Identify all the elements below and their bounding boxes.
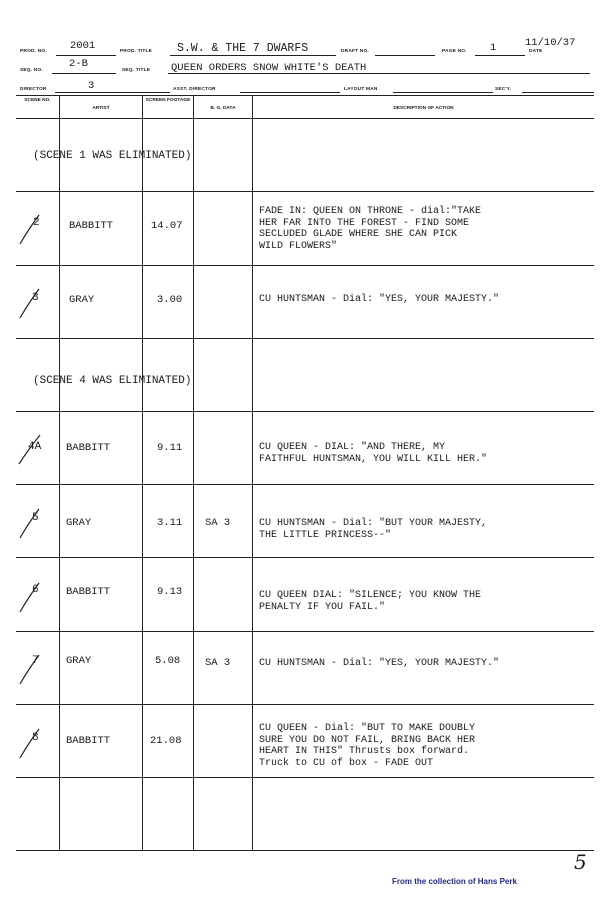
col-divider-4 — [252, 95, 253, 850]
draft-no-line — [375, 55, 435, 56]
row-divider — [16, 338, 594, 339]
layout-man-label: LAYOUT MAN — [344, 87, 378, 92]
seq-title-value: QUEEN ORDERS SNOW WHITE'S DEATH — [171, 62, 367, 74]
row-divider — [16, 118, 594, 119]
prod-no-value: 2001 — [70, 40, 96, 52]
description-cell: CU QUEEN DIAL: "SILENCE; YOU KNOW THE PENALTY IF YOU FAIL." — [259, 590, 482, 613]
page-no-label: PAGE NO. — [442, 49, 467, 54]
row-divider — [16, 191, 594, 192]
page-no-value: 1 — [490, 42, 497, 54]
footage-cell: 9.11 — [157, 442, 183, 454]
row-divider — [16, 484, 594, 485]
row-divider — [16, 557, 594, 558]
bg-data-cell: SA 3 — [205, 517, 231, 529]
artist-cell: GRAY — [66, 517, 92, 529]
col-header-artist: ARTIST — [92, 106, 110, 111]
footage-cell: 5.08 — [155, 655, 181, 667]
description-cell: CU HUNTSMAN - Dial: "BUT YOUR MAJESTY, THE LITTLE PRINCESS--" — [259, 518, 488, 541]
scene-number: 4A — [28, 441, 42, 453]
eliminated-note-scene-4: (SCENE 4 WAS ELIMINATED) — [33, 375, 192, 387]
row-divider — [16, 777, 594, 778]
row-divider — [16, 265, 594, 266]
prod-title-value: S.W. & THE 7 DWARFS — [177, 42, 309, 55]
col-header-screen-footage: SCREEN FOOTAGE — [145, 98, 191, 103]
artist-cell: BABBITT — [66, 735, 111, 747]
col-header-bg-data: B. G. DATA — [210, 106, 236, 111]
col-divider-3 — [193, 95, 194, 850]
row-divider — [16, 631, 594, 632]
scene-number: 6 — [32, 584, 39, 596]
asst-director-line — [240, 92, 340, 93]
row-divider — [16, 411, 594, 412]
eliminated-note-scene-1: (SCENE 1 WAS ELIMINATED) — [33, 150, 192, 162]
page-no-line — [475, 55, 525, 56]
asst-director-label: ASST. DIRECTOR — [173, 87, 216, 92]
director-value: 3 — [88, 80, 95, 92]
bg-data-cell: SA 3 — [205, 657, 231, 669]
collection-credit: From the collection of Hans Perk — [392, 877, 517, 886]
row-divider — [16, 704, 594, 705]
draft-no-label: DRAFT NO. — [341, 49, 369, 54]
col-divider-1 — [59, 95, 60, 850]
prod-no-label: PROD. NO. — [20, 49, 47, 54]
footage-cell: 9.13 — [157, 586, 183, 598]
footage-cell: 3.00 — [157, 294, 183, 306]
artist-cell: GRAY — [66, 655, 92, 667]
footage-cell: 14.07 — [151, 220, 183, 232]
prod-title-line — [170, 55, 336, 56]
seq-no-value: 2-B — [69, 58, 88, 70]
seq-title-line — [168, 73, 590, 74]
prod-title-label: PROD. TITLE — [120, 49, 153, 54]
layout-man-line — [393, 92, 493, 93]
artist-cell: BABBITT — [66, 586, 111, 598]
scene-number: 2 — [33, 217, 40, 229]
scene-number: 8 — [32, 732, 39, 744]
scene-number: 3 — [32, 292, 39, 304]
secy-line — [522, 92, 594, 93]
handwritten-page-number: 5 — [574, 850, 587, 874]
description-cell: CU QUEEN - DIAL: "AND THERE, MY FAITHFUL HUNTSMAN, YOU WILL KILL HER." — [259, 442, 488, 465]
director-line — [55, 92, 170, 93]
date-value: 11/10/37 — [525, 37, 576, 49]
date-label: DATE — [529, 49, 543, 54]
seq-no-label: SEQ. NO. — [20, 68, 43, 73]
director-label: DIRECTOR — [20, 87, 47, 92]
description-cell: CU HUNTSMAN - Dial: "YES, YOUR MAJESTY." — [259, 294, 500, 305]
description-cell: CU HUNTSMAN - Dial: "YES, YOUR MAJESTY." — [259, 658, 500, 669]
row-divider — [16, 850, 594, 851]
scene-number: 7 — [32, 655, 39, 667]
footage-cell: 3.11 — [157, 517, 183, 529]
seq-title-label: SEQ. TITLE — [122, 68, 151, 73]
prod-no-line — [56, 55, 116, 56]
scene-number: 5 — [32, 512, 39, 524]
seq-no-line — [52, 73, 116, 74]
description-cell: FADE IN: QUEEN ON THRONE - dial:"TAKE HER FAR INTO THE FOREST - FIND SOME SECLUDED GLADE WHERE SHE CAN PICK WILD FLOWERS" — [259, 206, 482, 252]
secy-label: SEC'Y. — [495, 87, 512, 92]
footage-cell: 21.08 — [150, 735, 182, 747]
artist-cell: BABBITT — [69, 220, 114, 232]
description-cell: CU QUEEN - Dial: "BUT TO MAKE DOUBLY SURE YOU DO NOT FAIL, BRING BACK HER HEART IN THIS" Thrusts box forward. Truck to CU of box - FADE OUT — [259, 723, 476, 769]
col-header-scene-no: SCENE NO. — [24, 98, 51, 103]
artist-cell: GRAY — [69, 294, 95, 306]
col-divider-2 — [142, 95, 143, 850]
col-header-description: DESCRIPTION OF ACTION — [393, 106, 454, 111]
artist-cell: BABBITT — [66, 442, 111, 454]
